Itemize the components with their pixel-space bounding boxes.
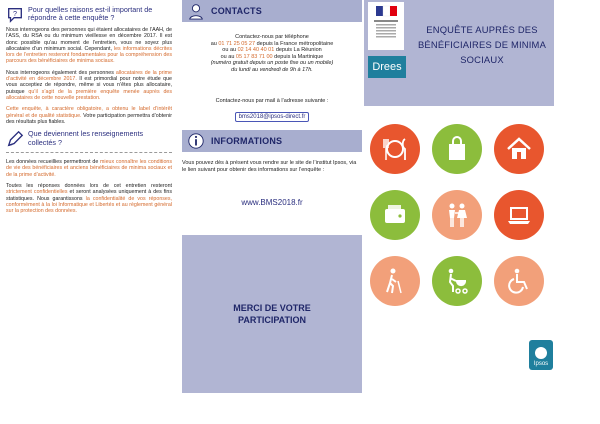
cover-column bbox=[364, 0, 554, 400]
drees-logo: Drees bbox=[368, 56, 406, 78]
phone-number[interactable]: 02 14 40 40 01 bbox=[237, 47, 275, 54]
wheelchair-icon bbox=[494, 256, 544, 306]
middle-column bbox=[182, 0, 362, 400]
pencil-icon bbox=[6, 130, 24, 148]
phone-intro: Contactez-nous par téléphone bbox=[235, 34, 309, 40]
contact-person-icon bbox=[187, 2, 205, 20]
phone-block bbox=[182, 34, 362, 74]
phone-note: (numéro gratuit depuis un poste fixe ou un mobile) bbox=[210, 60, 334, 67]
informations-title: INFORMATIONS bbox=[211, 136, 283, 146]
stroller-icon bbox=[432, 256, 482, 306]
house-icon bbox=[494, 124, 544, 174]
mail-intro: Contactez-nous par mail à l’adresse suivante : bbox=[215, 98, 329, 104]
elderly-person-icon bbox=[370, 256, 420, 306]
informations-header bbox=[182, 130, 362, 152]
marianne-logo-icon bbox=[368, 2, 404, 50]
question-heading-data bbox=[6, 130, 172, 148]
phone-hours: du lundi au vendredi de 9h à 17h. bbox=[231, 66, 313, 73]
info-icon bbox=[187, 132, 205, 150]
meal-icon bbox=[370, 124, 420, 174]
mail-link[interactable]: bms2018@ipsos-direct.fr bbox=[235, 112, 310, 122]
question-title: Que deviennent les renseignements collectés ? bbox=[28, 129, 144, 147]
svg-text:?: ? bbox=[13, 8, 17, 18]
contacts-header bbox=[182, 0, 362, 22]
speech-bubble-icon bbox=[6, 6, 24, 24]
icon-grid bbox=[364, 124, 554, 324]
question-title: Pour quelles raisons est-il important de répondre à cette enquête ? bbox=[28, 5, 153, 23]
phone-number[interactable]: 01 71 25 05 27 bbox=[218, 40, 256, 47]
paragraph: Nous interrogeons également des personnes allocataires de la prime d’activité en décembre 2017. Il est primordial pour notre étude que vous acceptiez de répondre, même si vous n’êtes plus allocataire, puisque qu’il s’agit de la première enquête menée auprès des allocataires de cette nouvelle prestation. bbox=[6, 69, 173, 101]
contacts-title: CONTACTS bbox=[211, 6, 262, 16]
cover-title: ENQUÊTE AUPRÈS DES BÉNÉFICIAIRES DE MINIMA SOCIAUX bbox=[417, 24, 547, 65]
mail-block bbox=[182, 98, 362, 123]
phone-line: ou au 02 14 40 40 01 depuis La Réunion bbox=[222, 47, 322, 54]
phone-number[interactable]: 05 17 83 71 00 bbox=[235, 53, 273, 60]
phone-line: ou au 05 17 83 71 00 depuis la Martinique bbox=[220, 53, 324, 60]
paragraph: Nous interrogeons des personnes qui étaient allocataires de l’AAH, de l’ASS, du RSA ou du minimum vieillesse en décembre 2017. Il est donc possible qu’au moment de l’entretien, vous ne soyez plus allocataire d’un minimum social. Cependant, les informations décrites lors de l’entretien resteront fondamentales pour la compréhension des parcours des bénéficiaires de minima sociaux. bbox=[6, 27, 172, 65]
question-heading-importance bbox=[6, 6, 172, 24]
cover-header bbox=[364, 0, 554, 106]
divider bbox=[6, 152, 172, 153]
paragraph: Cette enquête, à caractère obligatoire, a obtenu le label d’intérêt général et de qualité statistique. Votre participation permettra d’obtenir des résultats plus fiables. bbox=[6, 106, 172, 125]
shopping-bag-icon bbox=[432, 124, 482, 174]
left-column bbox=[0, 0, 178, 400]
phone-line: au 01 71 25 05 27 depuis la France métropolitaine bbox=[210, 40, 334, 47]
website-link[interactable]: www.BMS2018.fr bbox=[241, 198, 303, 207]
info-text: Vous pouvez dès à présent vous rendre sur le site de l’institut Ipsos, via le lien suivant pour obtenir des informations sur l’enquête : bbox=[182, 160, 357, 173]
republique-francaise-logo bbox=[368, 2, 404, 50]
paragraph: Toutes les réponses données lors de cet entretien resteront strictement confidentielles et seront analysées uniquement à des fins statistiques. Nous garantissons la confidentialité de vos réponses, conformément à la loi Informatique et Libertés et au règlement général sur la protection des données. bbox=[6, 183, 173, 215]
ipsos-logo: Ipsos bbox=[529, 340, 553, 370]
thanks-box bbox=[182, 235, 362, 393]
family-icon bbox=[432, 190, 482, 240]
laptop-icon bbox=[494, 190, 544, 240]
wallet-icon bbox=[370, 190, 420, 240]
paragraph: Les données recueillies permettront de mieux connaître les conditions de vie des bénéficiaires et anciens bénéficiaires de minima sociaux et de la prime d’activité. bbox=[6, 159, 172, 178]
thanks-text: MERCI DE VOTRE PARTICIPATION bbox=[233, 303, 311, 325]
